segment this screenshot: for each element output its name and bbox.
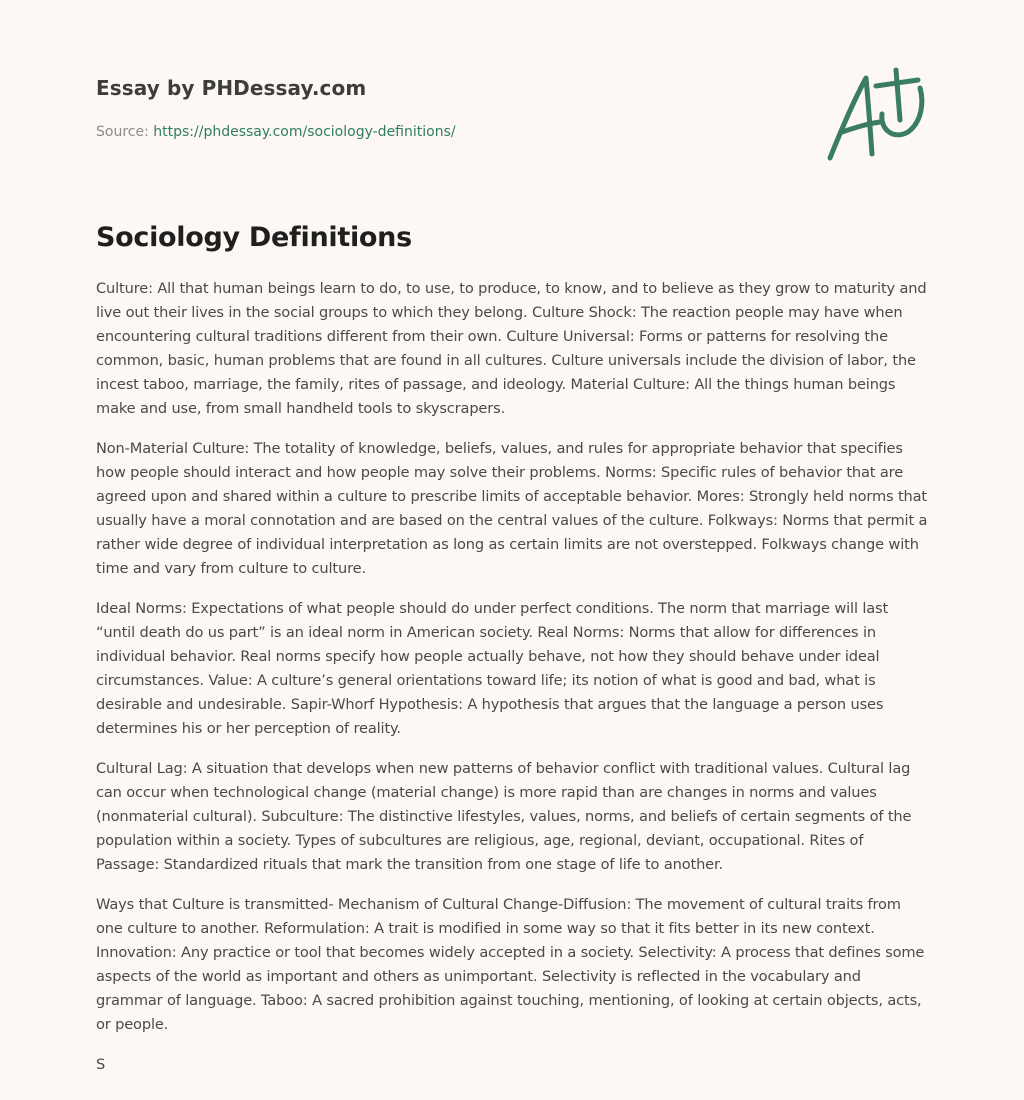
- article-paragraph: S: [96, 1056, 106, 1073]
- article-paragraph: Culture: All that human beings learn to do, to use, to produce, to know, and to believe as they grow to maturity and live out their lives in the social groups to which they belong. Culture Shock: The reaction people may have when encountering cultural traditions different from their own. Culture Universal: Forms or patterns for resolving the common, basic, human problems that are found in all cultures. Culture universals include the division of labor, the incest taboo, marriage, the family, rites of passage, and ideology. Material Culture: All the things human beings make and use, from small handheld tools to skyscrapers.: [96, 280, 927, 417]
- article-title: Sociology Definitions: [96, 222, 412, 253]
- article-paragraph: Non-Material Culture: The totality of knowledge, beliefs, values, and rules for appropriate behavior that specifies how people should interact and how people may solve their problems. Norms: Specific rules of behavior that are agreed upon and shared within a culture to prescribe limits of acceptable behavior. Mores: Strongly held norms that usually have a moral connotation and are based on the central values of the culture. Folkways: Norms that permit a rather wide degree of individual interpretation as long as certain limits are not overstepped. Folkways change with time and vary from culture to culture.: [96, 440, 928, 577]
- source-label: Source:: [96, 124, 154, 140]
- page-header: [0, 0, 1024, 190]
- source-line: [96, 124, 456, 140]
- article-paragraph: Cultural Lag: A situation that develops when new patterns of behavior conflict with traditional values. Cultural lag can occur when technological change (material change) is more rapid than are changes in norms and values (nonmaterial cultural). Subculture: The distinctive lifestyles, values, norms, and beliefs of certain segments of the population within a society. Types of subcultures are religious, age, regional, deviant, occupational. Rites of Passage: Standardized rituals that mark the transition from one stage of life to another.: [96, 760, 912, 873]
- site-title: Essay by PHDessay.com: [96, 76, 367, 100]
- article: [96, 222, 928, 1093]
- source-link[interactable]: https://phdessay.com/sociology-definitions/: [153, 124, 456, 140]
- article-paragraph: Ideal Norms: Expectations of what people should do under perfect conditions. The norm that marriage will last “until death do us part” is an ideal norm in American society. Real Norms: Norms that allow for differences in individual behavior. Real norms specify how people actually behave, not how they should behave under ideal circumstances. Value: A culture’s general orientations toward life; its notion of what is good and bad, what is desirable and undesirable. Sapir-Whorf Hypothesis: A hypothesis that argues that the language a person uses determines his or her perception of reality.: [96, 600, 889, 737]
- a-plus-grade-icon: [820, 66, 930, 166]
- article-paragraph: Ways that Culture is transmitted- Mechanism of Cultural Change-Diffusion: The movement of cultural traits from one culture to another. Reformulation: A trait is modified in some way so that it fits better in its new context. Innovation: Any practice or tool that becomes widely accepted in a society. Selectivity: A process that defines some aspects of the world as important and others as unimportant. Selectivity is reflected in the vocabulary and grammar of language. Taboo: A sacred prohibition against touching, mentioning, of looking at certain objects, acts, or people.: [96, 896, 925, 1033]
